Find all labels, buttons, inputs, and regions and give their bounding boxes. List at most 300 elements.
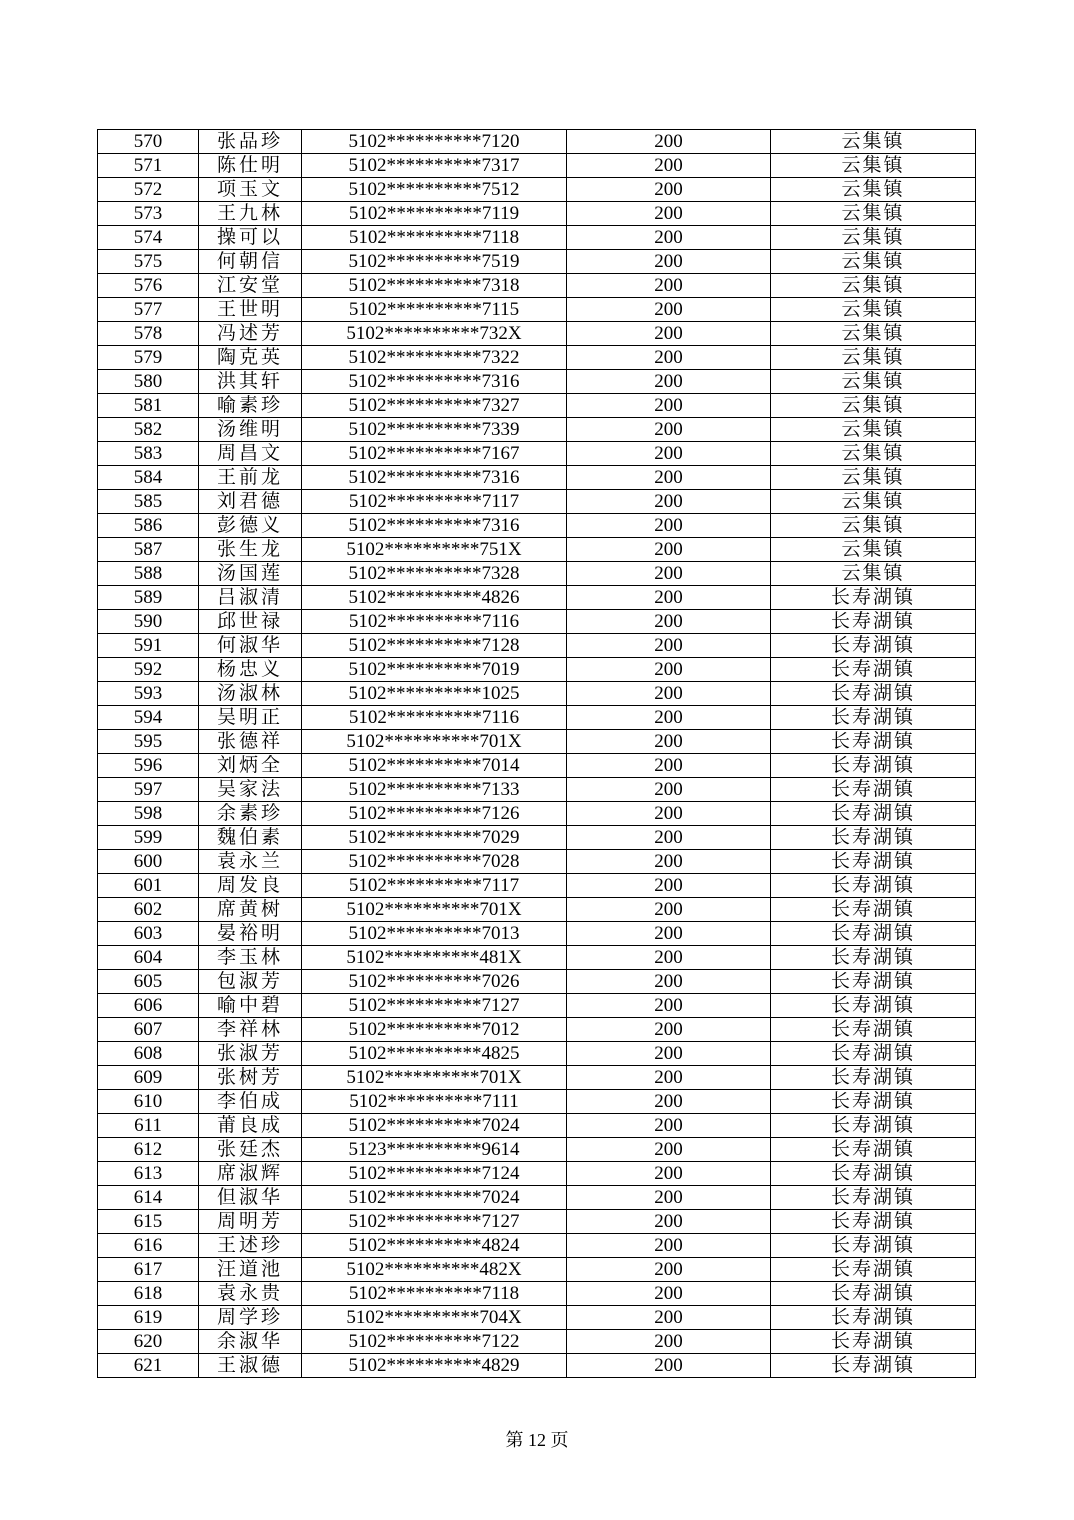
amount-cell: 200 [567,274,771,298]
table-row [98,1258,976,1282]
town-cell: 长寿湖镇 [771,1162,976,1186]
table-row [98,682,976,706]
id-cell: 5102**********732X [302,322,567,346]
name-cell: 晏裕明 [199,922,302,946]
table-row [98,226,976,250]
amount-cell: 200 [567,994,771,1018]
town-cell: 云集镇 [771,250,976,274]
id-cell: 5102**********7116 [302,610,567,634]
name-cell: 王世明 [199,298,302,322]
name-cell: 余素珍 [199,802,302,826]
amount-cell: 200 [567,418,771,442]
seq-cell: 591 [98,634,199,658]
table-row [98,730,976,754]
town-cell: 云集镇 [771,490,976,514]
id-cell: 5102**********4826 [302,586,567,610]
id-cell: 5102**********4829 [302,1354,567,1378]
name-cell: 周学珍 [199,1306,302,1330]
town-cell: 长寿湖镇 [771,1090,976,1114]
table-row [98,346,976,370]
amount-cell: 200 [567,778,771,802]
name-cell: 周昌文 [199,442,302,466]
id-cell: 5102**********7019 [302,658,567,682]
amount-cell: 200 [567,1114,771,1138]
seq-cell: 609 [98,1066,199,1090]
town-cell: 长寿湖镇 [771,1114,976,1138]
table-row [98,1210,976,1234]
town-cell: 云集镇 [771,466,976,490]
amount-cell: 200 [567,250,771,274]
town-cell: 云集镇 [771,394,976,418]
id-cell: 5102**********7118 [302,226,567,250]
id-cell: 5102**********7024 [302,1114,567,1138]
seq-cell: 614 [98,1186,199,1210]
town-cell: 长寿湖镇 [771,1210,976,1234]
id-cell: 5102**********7014 [302,754,567,778]
amount-cell: 200 [567,1234,771,1258]
seq-cell: 576 [98,274,199,298]
town-cell: 云集镇 [771,130,976,154]
seq-cell: 611 [98,1114,199,1138]
table-row [98,586,976,610]
town-cell: 云集镇 [771,178,976,202]
id-cell: 5102**********7167 [302,442,567,466]
town-cell: 长寿湖镇 [771,1042,976,1066]
id-cell: 5102**********7316 [302,514,567,538]
town-cell: 长寿湖镇 [771,1354,976,1378]
id-cell: 5123**********9614 [302,1138,567,1162]
id-cell: 5102**********7111 [302,1090,567,1114]
seq-cell: 620 [98,1330,199,1354]
town-cell: 云集镇 [771,538,976,562]
table-row [98,202,976,226]
name-cell: 席黄树 [199,898,302,922]
amount-cell: 200 [567,730,771,754]
table-row [98,130,976,154]
amount-cell: 200 [567,586,771,610]
table-row [98,322,976,346]
id-cell: 5102**********7115 [302,298,567,322]
name-cell: 吕淑清 [199,586,302,610]
name-cell: 李祥林 [199,1018,302,1042]
town-cell: 长寿湖镇 [771,826,976,850]
table-row [98,1282,976,1306]
table-row [98,1138,976,1162]
table-row [98,754,976,778]
name-cell: 陶克英 [199,346,302,370]
id-cell: 5102**********7118 [302,1282,567,1306]
amount-cell: 200 [567,946,771,970]
seq-cell: 602 [98,898,199,922]
id-cell: 5102**********7127 [302,994,567,1018]
amount-cell: 200 [567,130,771,154]
table-row [98,1114,976,1138]
town-cell: 云集镇 [771,562,976,586]
table-row [98,874,976,898]
seq-cell: 582 [98,418,199,442]
seq-cell: 600 [98,850,199,874]
amount-cell: 200 [567,850,771,874]
amount-cell: 200 [567,562,771,586]
seq-cell: 596 [98,754,199,778]
amount-cell: 200 [567,202,771,226]
seq-cell: 580 [98,370,199,394]
table-row [98,538,976,562]
table-row [98,466,976,490]
id-cell: 5102**********7029 [302,826,567,850]
name-cell: 项玉文 [199,178,302,202]
seq-cell: 617 [98,1258,199,1282]
table-row [98,1066,976,1090]
town-cell: 云集镇 [771,202,976,226]
seq-cell: 572 [98,178,199,202]
name-cell: 包淑芳 [199,970,302,994]
seq-cell: 598 [98,802,199,826]
table-row [98,370,976,394]
seq-cell: 573 [98,202,199,226]
id-cell: 5102**********7128 [302,634,567,658]
id-cell: 5102**********701X [302,898,567,922]
table-row [98,1306,976,1330]
town-cell: 长寿湖镇 [771,730,976,754]
id-cell: 5102**********701X [302,1066,567,1090]
amount-cell: 200 [567,610,771,634]
name-cell: 杨忠义 [199,658,302,682]
id-cell: 5102**********482X [302,1258,567,1282]
town-cell: 长寿湖镇 [771,586,976,610]
town-cell: 长寿湖镇 [771,1258,976,1282]
table-row [98,490,976,514]
name-cell: 张廷杰 [199,1138,302,1162]
seq-cell: 586 [98,514,199,538]
name-cell: 刘炳全 [199,754,302,778]
table-row [98,1042,976,1066]
seq-cell: 589 [98,586,199,610]
table-row [98,298,976,322]
amount-cell: 200 [567,490,771,514]
town-cell: 长寿湖镇 [771,1186,976,1210]
name-cell: 洪其轩 [199,370,302,394]
name-cell: 周明芳 [199,1210,302,1234]
id-cell: 5102**********7133 [302,778,567,802]
seq-cell: 583 [98,442,199,466]
table-row [98,706,976,730]
seq-cell: 571 [98,154,199,178]
town-cell: 长寿湖镇 [771,706,976,730]
name-cell: 邱世禄 [199,610,302,634]
town-cell: 长寿湖镇 [771,1018,976,1042]
table-row [98,802,976,826]
town-cell: 长寿湖镇 [771,946,976,970]
table-row [98,850,976,874]
town-cell: 长寿湖镇 [771,874,976,898]
beneficiary-table [97,129,976,1378]
name-cell: 席淑辉 [199,1162,302,1186]
seq-cell: 588 [98,562,199,586]
amount-cell: 200 [567,1330,771,1354]
amount-cell: 200 [567,922,771,946]
name-cell: 刘君德 [199,490,302,514]
amount-cell: 200 [567,1282,771,1306]
name-cell: 何淑华 [199,634,302,658]
seq-cell: 606 [98,994,199,1018]
amount-cell: 200 [567,1306,771,1330]
amount-cell: 200 [567,226,771,250]
id-cell: 5102**********7519 [302,250,567,274]
seq-cell: 577 [98,298,199,322]
seq-cell: 621 [98,1354,199,1378]
amount-cell: 200 [567,538,771,562]
town-cell: 云集镇 [771,226,976,250]
name-cell: 余淑华 [199,1330,302,1354]
name-cell: 江安堂 [199,274,302,298]
seq-cell: 603 [98,922,199,946]
id-cell: 5102**********7024 [302,1186,567,1210]
amount-cell: 200 [567,1258,771,1282]
town-cell: 长寿湖镇 [771,1066,976,1090]
table-row [98,394,976,418]
seq-cell: 618 [98,1282,199,1306]
page-footer: 第 12 页 [505,1430,569,1450]
name-cell: 袁永兰 [199,850,302,874]
table-row [98,514,976,538]
seq-cell: 605 [98,970,199,994]
town-cell: 云集镇 [771,154,976,178]
table-row [98,154,976,178]
seq-cell: 595 [98,730,199,754]
town-cell: 长寿湖镇 [771,802,976,826]
id-cell: 5102**********7012 [302,1018,567,1042]
amount-cell: 200 [567,370,771,394]
name-cell: 莆良成 [199,1114,302,1138]
table-row [98,922,976,946]
id-cell: 5102**********7316 [302,466,567,490]
seq-cell: 607 [98,1018,199,1042]
seq-cell: 601 [98,874,199,898]
id-cell: 5102**********7026 [302,970,567,994]
id-cell: 5102**********701X [302,730,567,754]
town-cell: 云集镇 [771,274,976,298]
table-row [98,1018,976,1042]
town-cell: 云集镇 [771,418,976,442]
amount-cell: 200 [567,442,771,466]
town-cell: 云集镇 [771,346,976,370]
id-cell: 5102**********704X [302,1306,567,1330]
name-cell: 李玉林 [199,946,302,970]
seq-cell: 579 [98,346,199,370]
name-cell: 陈仕明 [199,154,302,178]
seq-cell: 590 [98,610,199,634]
seq-cell: 574 [98,226,199,250]
id-cell: 5102**********7028 [302,850,567,874]
name-cell: 操可以 [199,226,302,250]
town-cell: 长寿湖镇 [771,1282,976,1306]
amount-cell: 200 [567,970,771,994]
id-cell: 5102**********7013 [302,922,567,946]
seq-cell: 594 [98,706,199,730]
name-cell: 魏伯素 [199,826,302,850]
table-row [98,1354,976,1378]
id-cell: 5102**********7126 [302,802,567,826]
name-cell: 张德祥 [199,730,302,754]
amount-cell: 200 [567,634,771,658]
name-cell: 王九林 [199,202,302,226]
id-cell: 5102**********7318 [302,274,567,298]
town-cell: 云集镇 [771,370,976,394]
seq-cell: 570 [98,130,199,154]
id-cell: 5102**********7117 [302,874,567,898]
amount-cell: 200 [567,802,771,826]
amount-cell: 200 [567,658,771,682]
name-cell: 冯述芳 [199,322,302,346]
amount-cell: 200 [567,346,771,370]
table-row [98,274,976,298]
table-row [98,418,976,442]
id-cell: 5102**********7122 [302,1330,567,1354]
amount-cell: 200 [567,322,771,346]
id-cell: 5102**********7127 [302,1210,567,1234]
amount-cell: 200 [567,1162,771,1186]
table-row [98,946,976,970]
seq-cell: 584 [98,466,199,490]
town-cell: 长寿湖镇 [771,1306,976,1330]
id-cell: 5102**********7124 [302,1162,567,1186]
table-row [98,442,976,466]
seq-cell: 619 [98,1306,199,1330]
id-cell: 5102**********7339 [302,418,567,442]
id-cell: 5102**********7316 [302,370,567,394]
name-cell: 但淑华 [199,1186,302,1210]
table-row [98,898,976,922]
town-cell: 云集镇 [771,442,976,466]
seq-cell: 612 [98,1138,199,1162]
amount-cell: 200 [567,1042,771,1066]
town-cell: 长寿湖镇 [771,754,976,778]
table-row [98,1090,976,1114]
amount-cell: 200 [567,1138,771,1162]
table-row [98,610,976,634]
amount-cell: 200 [567,1186,771,1210]
amount-cell: 200 [567,754,771,778]
amount-cell: 200 [567,898,771,922]
table-row [98,634,976,658]
town-cell: 云集镇 [771,514,976,538]
seq-cell: 616 [98,1234,199,1258]
seq-cell: 610 [98,1090,199,1114]
town-cell: 长寿湖镇 [771,850,976,874]
table-row [98,1186,976,1210]
name-cell: 彭德义 [199,514,302,538]
seq-cell: 615 [98,1210,199,1234]
name-cell: 汤国莲 [199,562,302,586]
amount-cell: 200 [567,1066,771,1090]
name-cell: 张树芳 [199,1066,302,1090]
amount-cell: 200 [567,394,771,418]
name-cell: 张生龙 [199,538,302,562]
seq-cell: 578 [98,322,199,346]
table-row [98,970,976,994]
amount-cell: 200 [567,1210,771,1234]
seq-cell: 587 [98,538,199,562]
name-cell: 李伯成 [199,1090,302,1114]
name-cell: 汤淑林 [199,682,302,706]
table-row [98,826,976,850]
seq-cell: 581 [98,394,199,418]
amount-cell: 200 [567,178,771,202]
amount-cell: 200 [567,1090,771,1114]
amount-cell: 200 [567,298,771,322]
amount-cell: 200 [567,466,771,490]
seq-cell: 593 [98,682,199,706]
name-cell: 吴明正 [199,706,302,730]
seq-cell: 608 [98,1042,199,1066]
name-cell: 汤维明 [199,418,302,442]
amount-cell: 200 [567,706,771,730]
town-cell: 长寿湖镇 [771,922,976,946]
amount-cell: 200 [567,1018,771,1042]
id-cell: 5102**********7512 [302,178,567,202]
name-cell: 吴家法 [199,778,302,802]
seq-cell: 585 [98,490,199,514]
town-cell: 长寿湖镇 [771,634,976,658]
town-cell: 长寿湖镇 [771,1234,976,1258]
id-cell: 5102**********4825 [302,1042,567,1066]
town-cell: 长寿湖镇 [771,682,976,706]
id-cell: 5102**********7119 [302,202,567,226]
table-row [98,1162,976,1186]
amount-cell: 200 [567,154,771,178]
seq-cell: 604 [98,946,199,970]
id-cell: 5102**********7317 [302,154,567,178]
seq-cell: 597 [98,778,199,802]
table-row [98,1330,976,1354]
id-cell: 5102**********4824 [302,1234,567,1258]
table-row [98,778,976,802]
name-cell: 周发良 [199,874,302,898]
table-row [98,562,976,586]
id-cell: 5102**********7322 [302,346,567,370]
name-cell: 王述珍 [199,1234,302,1258]
name-cell: 喻中碧 [199,994,302,1018]
amount-cell: 200 [567,826,771,850]
name-cell: 王淑德 [199,1354,302,1378]
town-cell: 长寿湖镇 [771,1138,976,1162]
id-cell: 5102**********481X [302,946,567,970]
amount-cell: 200 [567,1354,771,1378]
town-cell: 长寿湖镇 [771,1330,976,1354]
name-cell: 何朝信 [199,250,302,274]
town-cell: 长寿湖镇 [771,610,976,634]
id-cell: 5102**********7120 [302,130,567,154]
seq-cell: 592 [98,658,199,682]
table-row [98,658,976,682]
town-cell: 长寿湖镇 [771,658,976,682]
name-cell: 喻素珍 [199,394,302,418]
name-cell: 张品珍 [199,130,302,154]
id-cell: 5102**********751X [302,538,567,562]
id-cell: 5102**********7327 [302,394,567,418]
town-cell: 云集镇 [771,322,976,346]
seq-cell: 599 [98,826,199,850]
town-cell: 长寿湖镇 [771,778,976,802]
id-cell: 5102**********7116 [302,706,567,730]
id-cell: 5102**********7328 [302,562,567,586]
name-cell: 袁永贵 [199,1282,302,1306]
name-cell: 张淑芳 [199,1042,302,1066]
id-cell: 5102**********7117 [302,490,567,514]
table-row [98,1234,976,1258]
table-row [98,178,976,202]
